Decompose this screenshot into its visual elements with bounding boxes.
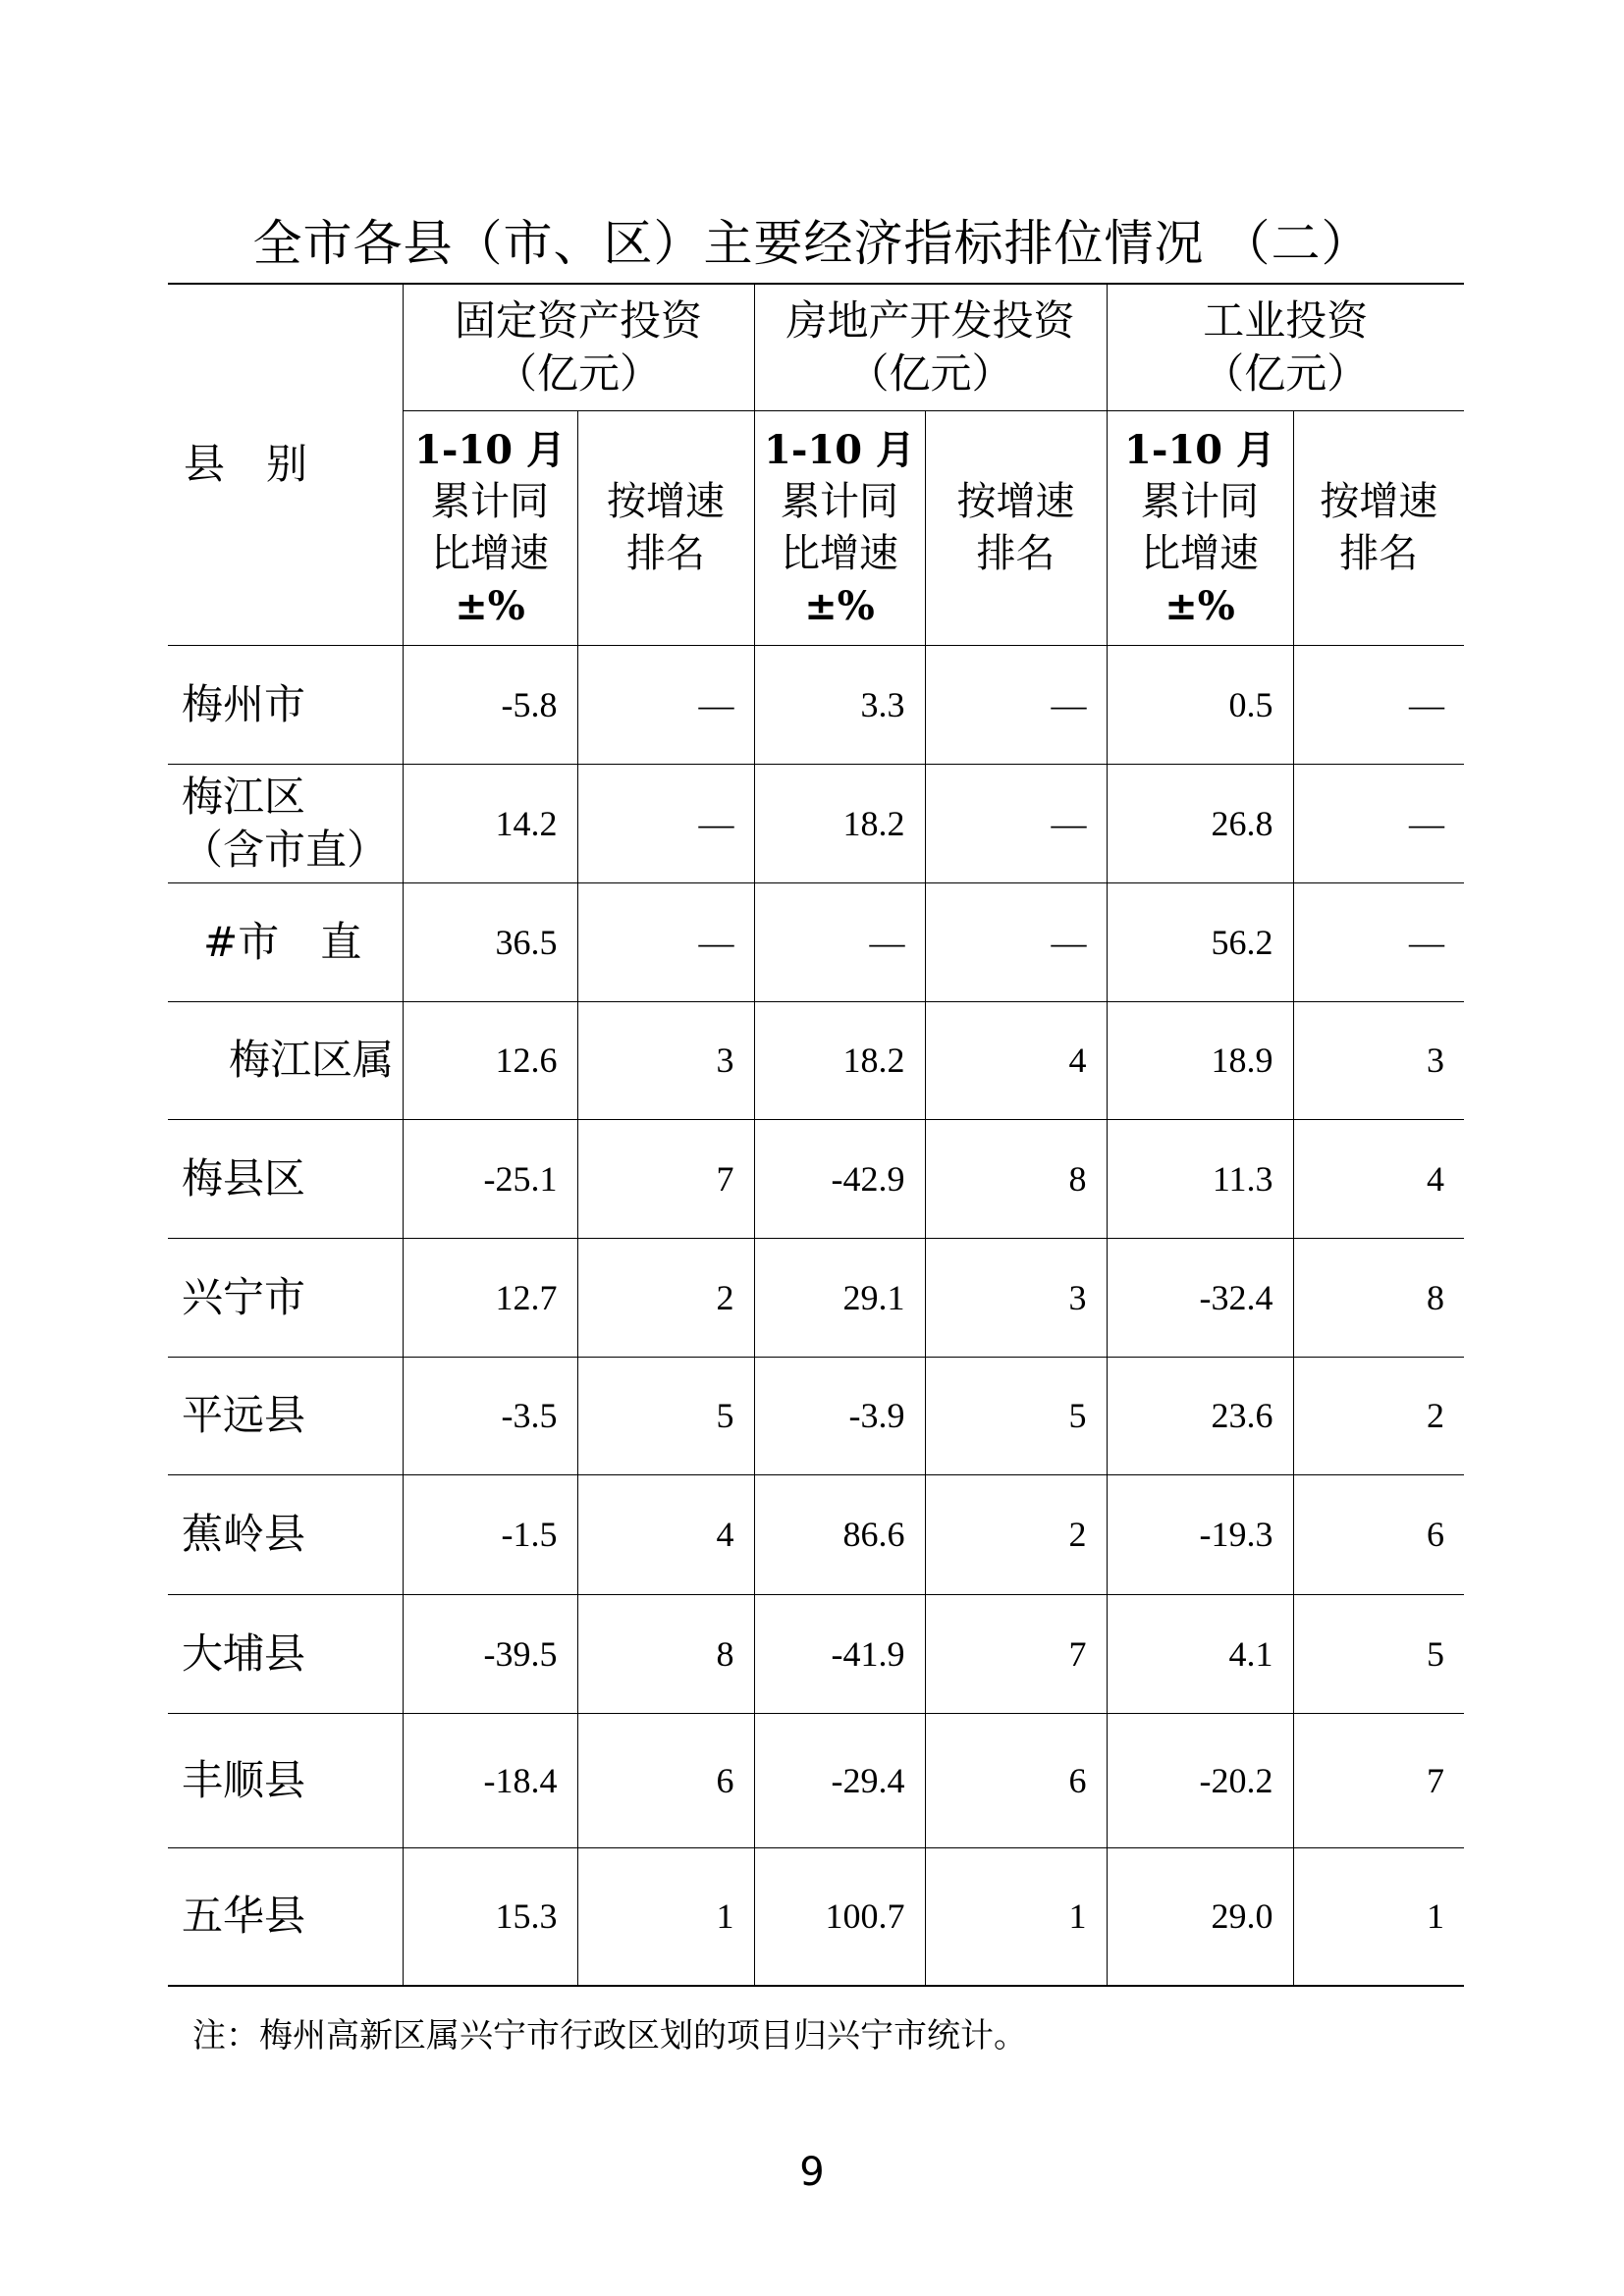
county-name-line: 兴宁市 <box>182 1272 306 1321</box>
rank-value: 3 <box>577 1001 754 1119</box>
rank-value: 8 <box>577 1594 754 1713</box>
header-line: 按增速 <box>956 478 1075 524</box>
growth-value: 4.1 <box>1107 1594 1293 1713</box>
county-name <box>168 882 403 1001</box>
growth-value: -3.5 <box>403 1357 577 1474</box>
table-row <box>168 645 1464 764</box>
rank-value: 8 <box>925 1119 1107 1238</box>
header-line: 1-10 月 <box>413 426 567 473</box>
growth-value: 36.5 <box>403 882 577 1001</box>
header-line: 比增速 <box>431 530 549 576</box>
county-name <box>168 1001 403 1119</box>
growth-value: — <box>754 882 925 1001</box>
rank-value: 7 <box>577 1119 754 1238</box>
rank-value: 4 <box>1293 1119 1464 1238</box>
rank-value: 5 <box>1293 1594 1464 1713</box>
county-name <box>168 1713 403 1847</box>
table-row <box>168 1594 1464 1713</box>
header-line: 按增速 <box>1320 478 1438 524</box>
growth-value: -42.9 <box>754 1119 925 1238</box>
rank-value: 7 <box>925 1594 1107 1713</box>
column-header-growth <box>754 410 925 645</box>
column-header-rank <box>925 410 1107 645</box>
growth-value: 29.0 <box>1107 1847 1293 1986</box>
growth-value: -1.5 <box>403 1474 577 1594</box>
rank-value: 4 <box>925 1001 1107 1119</box>
county-name <box>168 1847 403 1986</box>
rank-value: 6 <box>1293 1474 1464 1594</box>
rank-value: 1 <box>925 1847 1107 1986</box>
growth-value: -19.3 <box>1107 1474 1293 1594</box>
growth-value: -20.2 <box>1107 1713 1293 1847</box>
rank-value: 3 <box>1293 1001 1464 1119</box>
growth-value: 86.6 <box>754 1474 925 1594</box>
growth-value: -25.1 <box>403 1119 577 1238</box>
page-number: 9 <box>799 2150 825 2195</box>
growth-value: 56.2 <box>1107 882 1293 1001</box>
group-unit: （亿元） <box>1203 348 1369 398</box>
rank-value: 4 <box>577 1474 754 1594</box>
growth-value: 100.7 <box>754 1847 925 1986</box>
county-name <box>168 764 403 882</box>
rank-value: 1 <box>577 1847 754 1986</box>
header-line: ±% <box>455 582 525 629</box>
header-line: 排名 <box>1339 530 1419 576</box>
group-name: 固定资产投资 <box>455 295 703 345</box>
growth-value: 14.2 <box>403 764 577 882</box>
column-group-real-estate <box>754 284 1107 410</box>
county-name <box>168 1357 403 1474</box>
growth-value: -3.9 <box>754 1357 925 1474</box>
rank-value: 2 <box>577 1238 754 1357</box>
column-header-rank <box>1293 410 1464 645</box>
table-row <box>168 1001 1464 1119</box>
header-line: 累计同 <box>431 478 549 524</box>
growth-value: 11.3 <box>1107 1119 1293 1238</box>
rank-value: 5 <box>925 1357 1107 1474</box>
growth-value: 18.9 <box>1107 1001 1293 1119</box>
rank-value: 2 <box>925 1474 1107 1594</box>
rank-value: 5 <box>577 1357 754 1474</box>
county-name-line: 梅江区 <box>182 772 306 821</box>
rank-value: — <box>577 764 754 882</box>
growth-value: 26.8 <box>1107 764 1293 882</box>
table-row <box>168 764 1464 882</box>
growth-value: -18.4 <box>403 1713 577 1847</box>
column-group-industrial <box>1107 284 1464 410</box>
rank-value: 2 <box>1293 1357 1464 1474</box>
growth-value: 29.1 <box>754 1238 925 1357</box>
page-title: 全市各县（市、区）主要经济指标排位情况 （二） <box>252 215 1372 272</box>
county-name-line: 丰顺县 <box>182 1755 306 1804</box>
county-name-line: 梅江区属 <box>229 1036 395 1084</box>
table-row <box>168 1238 1464 1357</box>
growth-value: -41.9 <box>754 1594 925 1713</box>
county-name-line: 平远县 <box>182 1391 306 1439</box>
rank-value: — <box>1293 764 1464 882</box>
growth-value: -32.4 <box>1107 1238 1293 1357</box>
header-line: ±% <box>1164 582 1235 629</box>
growth-value: -39.5 <box>403 1594 577 1713</box>
county-name-line: 五华县 <box>182 1892 306 1941</box>
indicator-ranking-table <box>168 283 1464 1987</box>
header-line: 按增速 <box>607 478 725 524</box>
column-header-growth <box>1107 410 1293 645</box>
table-row <box>168 1119 1464 1238</box>
column-header-rank <box>577 410 754 645</box>
group-unit: （亿元） <box>847 348 1013 398</box>
header-line: 1-10 月 <box>1124 426 1276 473</box>
county-name-line: 大埔县 <box>182 1629 306 1678</box>
header-line: ±% <box>804 582 875 629</box>
header-line: 累计同 <box>781 478 899 524</box>
growth-value: 12.7 <box>403 1238 577 1357</box>
rank-value: — <box>925 764 1107 882</box>
growth-value: 12.6 <box>403 1001 577 1119</box>
rank-value: 6 <box>577 1713 754 1847</box>
table-row <box>168 1474 1464 1594</box>
growth-value: -5.8 <box>403 645 577 764</box>
header-line: 1-10 月 <box>764 426 916 473</box>
rank-value: — <box>577 882 754 1001</box>
growth-value: 3.3 <box>754 645 925 764</box>
county-name-line: #市 直 <box>203 917 362 966</box>
group-unit: （亿元） <box>496 348 662 398</box>
table-row <box>168 882 1464 1001</box>
growth-value: 18.2 <box>754 1001 925 1119</box>
rank-value: 3 <box>925 1238 1107 1357</box>
county-name <box>168 1594 403 1713</box>
group-name: 工业投资 <box>1203 295 1369 345</box>
rank-value: 6 <box>925 1713 1107 1847</box>
header-line: 比增速 <box>781 530 899 576</box>
growth-value: -29.4 <box>754 1713 925 1847</box>
table-row <box>168 1713 1464 1847</box>
county-name-line: 梅州市 <box>182 679 306 728</box>
county-name-line: 蕉岭县 <box>182 1510 306 1558</box>
growth-value: 15.3 <box>403 1847 577 1986</box>
table-row <box>168 1357 1464 1474</box>
group-name: 房地产开发投资 <box>785 295 1075 345</box>
county-name <box>168 1119 403 1238</box>
county-name-line: （含市直） <box>182 825 389 874</box>
county-name <box>168 1238 403 1357</box>
rank-value: 7 <box>1293 1713 1464 1847</box>
header-line: 累计同 <box>1141 478 1260 524</box>
header-line: 比增速 <box>1141 530 1260 576</box>
rank-value: — <box>925 645 1107 764</box>
column-header-county: 县 别 <box>168 284 403 645</box>
header-line: 排名 <box>976 530 1056 576</box>
rank-value: 1 <box>1293 1847 1464 1986</box>
column-group-fixed-asset <box>403 284 754 410</box>
county-name <box>168 645 403 764</box>
growth-value: 0.5 <box>1107 645 1293 764</box>
column-header-growth <box>403 410 577 645</box>
footnote: 注：梅州高新区属兴宁市行政区划的项目归兴宁市统计。 <box>192 2016 1027 2056</box>
rank-value: — <box>577 645 754 764</box>
header-line: 排名 <box>626 530 705 576</box>
growth-value: 23.6 <box>1107 1357 1293 1474</box>
rank-value: — <box>1293 645 1464 764</box>
table-row <box>168 1847 1464 1986</box>
rank-value: — <box>925 882 1107 1001</box>
growth-value: 18.2 <box>754 764 925 882</box>
rank-value: — <box>1293 882 1464 1001</box>
county-name-line: 梅县区 <box>182 1153 306 1202</box>
rank-value: 8 <box>1293 1238 1464 1357</box>
county-name <box>168 1474 403 1594</box>
